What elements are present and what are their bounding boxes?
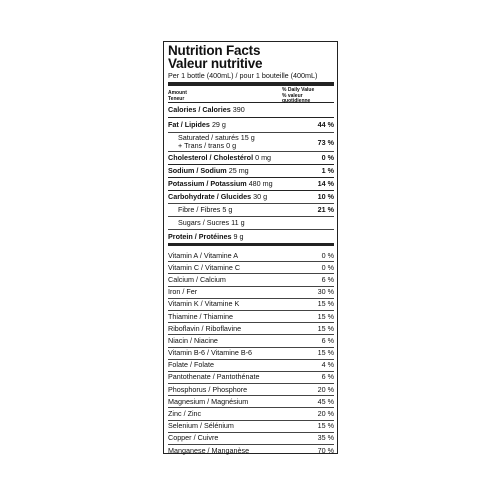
protein-amount: 9 g [233, 231, 244, 241]
protein-row [168, 230, 334, 246]
carbohydrate-amount: 30 g [253, 192, 268, 201]
vitamin-name: Riboflavin / Riboflavine [168, 323, 242, 333]
calories-label: Calories / Calories [168, 105, 231, 114]
potassium-label: Potassium / Potassium [168, 179, 247, 188]
vitamin-name: Magnesium / Magnésium [168, 396, 249, 406]
vitamin-name: Vitamin C / Vitamine C [168, 262, 241, 272]
vitamin-name: Phosphorus / Phosphore [168, 384, 248, 394]
vitamin-name: Pantothenate / Pantothénate [168, 372, 260, 382]
vitamin-row [168, 274, 334, 286]
vitamin-dv: 0 % [321, 262, 334, 272]
vitamin-row [168, 421, 334, 433]
vitamin-name: Iron / Fer [168, 287, 198, 297]
sugars-line: Sugars / Sucres 11 g [178, 218, 245, 227]
vitamin-dv: 15 % [317, 323, 334, 333]
vitamin-name: Thiamine / Thiamine [168, 311, 233, 321]
carbohydrate-dv: 10 % [317, 192, 334, 201]
vitamin-dv: 6 % [321, 335, 334, 345]
vitamin-row [168, 372, 334, 384]
vitamin-dv: 15 % [317, 348, 334, 358]
sodium-label: Sodium / Sodium [168, 166, 227, 175]
vitamin-name: Manganese / Manganèse [168, 445, 250, 455]
teneur-header: Teneur [168, 95, 185, 102]
valeur-header: % valeur [282, 92, 303, 99]
vitamin-name: Niacin / Niacine [168, 335, 218, 345]
sugars-row [168, 217, 334, 230]
vitamin-dv: 20 % [317, 409, 334, 419]
vitamin-name: Vitamin B-6 / Vitamine B-6 [168, 348, 253, 358]
sodium-dv: 1 % [321, 166, 334, 175]
vitamin-row [168, 408, 334, 420]
carbohydrate-label: Carbohydrate / Glucides [168, 192, 252, 201]
vitamin-name: Selenium / Sélénium [168, 421, 234, 431]
vitamin-row [168, 335, 334, 347]
title-french: Valeur nutritive [168, 56, 263, 71]
cholesterol-label: Cholesterol / Cholestérol [168, 153, 254, 162]
fat-amount: 29 g [211, 120, 226, 129]
vitamin-name: Copper / Cuivre [168, 433, 219, 443]
protein-label: Protein / Protéines [168, 231, 232, 241]
vitamin-row [168, 396, 334, 408]
vitamin-row [168, 348, 334, 360]
vitamin-row [168, 299, 334, 311]
saturated-trans-row [168, 133, 334, 152]
carbohydrate-row [168, 191, 334, 204]
potassium-row [168, 178, 334, 191]
cholesterol-dv: 0 % [321, 153, 334, 162]
vitamin-dv: 45 % [317, 396, 334, 406]
sodium-amount: 25 mg [228, 166, 249, 175]
fat-label: Fat / Lipides [168, 120, 210, 129]
vitamin-dv: 70 % [317, 445, 334, 455]
cholesterol-row [168, 152, 334, 165]
vitamin-name: Zinc / Zinc [168, 409, 202, 419]
cholesterol-amount: 0 mg [255, 153, 272, 162]
vitamin-row [168, 384, 334, 396]
nutrition-facts-panel [163, 41, 338, 454]
fibre-dv: 21 % [317, 205, 334, 214]
fibre-line: Fibre / Fibres 5 g [178, 205, 233, 214]
vitamin-row [168, 311, 334, 323]
vitamin-row [168, 250, 334, 262]
vitamin-row [168, 360, 334, 372]
fat-row [168, 118, 334, 133]
potassium-dv: 14 % [317, 179, 334, 188]
vitamin-name: Vitamin A / Vitamine A [168, 250, 239, 260]
saturated-line: Saturated / saturés 15 g [178, 133, 255, 142]
amount-header: Amount [168, 90, 187, 96]
vitamin-dv: 6 % [321, 274, 334, 284]
serving-size: Per 1 bottle (400mL) / pour 1 bouteille (400mL) [168, 71, 334, 86]
vitamin-row [168, 323, 334, 335]
column-header [168, 86, 334, 103]
daily-value-header: % Daily Value [282, 87, 315, 93]
vitamin-row [168, 445, 334, 456]
fat-dv: 44 % [317, 120, 334, 129]
calories-row [168, 103, 334, 118]
title-english: Nutrition Facts [168, 43, 261, 58]
vitamin-dv: 6 % [321, 372, 334, 382]
vitamin-row [168, 287, 334, 299]
vitamin-dv: 15 % [317, 299, 334, 309]
vitamin-dv: 0 % [321, 250, 334, 260]
vitamin-dv: 30 % [317, 287, 334, 297]
vitamin-name: Folate / Folate [168, 360, 214, 370]
vitamin-dv: 15 % [317, 421, 334, 431]
vitamin-row [168, 262, 334, 274]
vitamin-dv: 35 % [317, 433, 334, 443]
vitamins-list [168, 250, 334, 456]
vitamin-name: Vitamin K / Vitamine K [168, 299, 240, 309]
fibre-row [168, 204, 334, 217]
vitamin-dv: 4 % [321, 360, 334, 370]
saturated-trans-dv: 73 % [317, 137, 334, 147]
calories-value: 390 [232, 105, 245, 114]
trans-line: + Trans / trans 0 g [178, 141, 237, 150]
vitamin-row [168, 433, 334, 445]
sodium-row [168, 165, 334, 178]
vitamin-name: Calcium / Calcium [168, 274, 226, 284]
potassium-amount: 480 mg [248, 179, 273, 188]
quotidienne-header: quotidienne [282, 98, 311, 105]
vitamin-dv: 15 % [317, 311, 334, 321]
vitamin-dv: 20 % [317, 384, 334, 394]
